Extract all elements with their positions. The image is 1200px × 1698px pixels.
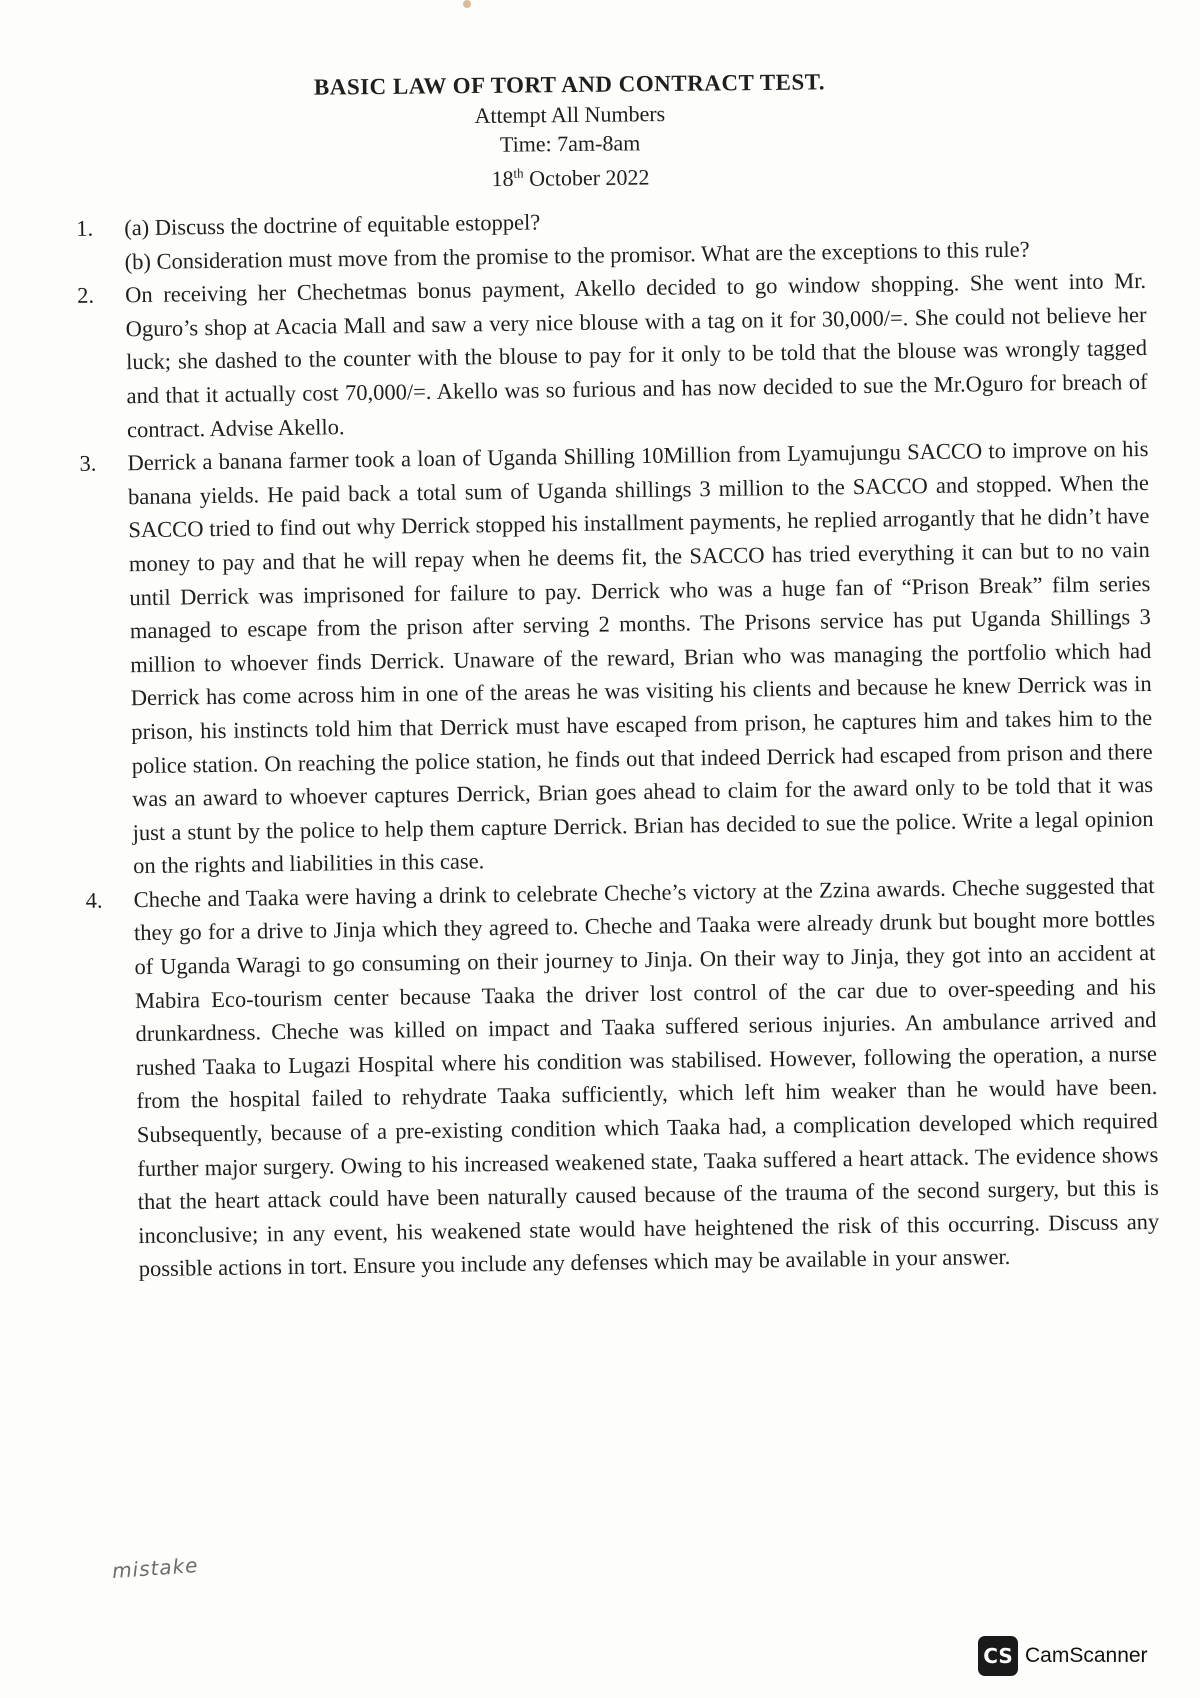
question-number: 4.	[85, 887, 103, 913]
paper-mark	[463, 0, 471, 8]
date-rest: October 2022	[528, 164, 650, 191]
camscanner-watermark	[978, 1636, 1148, 1676]
camscanner-logo-icon: CS	[978, 1636, 1018, 1676]
question-3	[73, 432, 1154, 884]
question-4	[79, 869, 1160, 1287]
date-suffix: th	[513, 165, 524, 181]
camscanner-name: CamScanner	[1025, 1644, 1148, 1667]
test-instruction: Attempt All Numbers	[474, 101, 666, 128]
question-number: 3.	[79, 450, 97, 477]
test-title: BASIC LAW OF TORT AND CONTRACT TEST.	[313, 69, 826, 100]
question-number: 1.	[76, 215, 94, 241]
question-number: 2.	[76, 282, 95, 309]
question-text: Derrick a banana farmer took a loan of Uganda Shilling 10Million from Lyamujungu SACCO to improve on his banana yields. He paid back a total sum of Uganda shillings 3 million to the SACCO and stopped. When the SACCO tried to find out why Derrick stopped his installment payments, he replied arrogantly that he didn’t have money to pay and that he will repay when he deems fit, the SACCO has tried everything it can but to no vain until Derrick was imprisoned for failure to pay. Derrick who was a huge fan of “Prison Break” film series managed to escape from the prison after serving 2 months. The Prisons service has put Uganda Shillings 3 million to whoever finds Derrick. Unaware of the reward, Brian who was managing the portfolio which had Derrick has come across him in one of the areas he was visiting his clients and because he knew Derrick was in prison, his instincts told him that Derrick must have escaped from prison, he captures him and takes him to the police station. On reaching the police station, he finds out that indeed Derrick had escaped from prison and there was an award to whoever captures Derrick, Brian goes ahead to claim for the award only to be told that it was just a stunt by the police to help them capture Derrick. Brian has decided to sue the police. Write a legal opinion on the rights and liabilities in this case.	[127, 436, 1154, 879]
question-2	[71, 264, 1148, 447]
test-header	[0, 64, 1141, 198]
question-1-part-a: (a) Discuss the doctrine of equitable estoppel?	[124, 209, 541, 241]
question-text: On receiving her Chechetmas bonus payment, Akello decided to go window shopping. She went into Mr. Oguro’s shop at Acacia Mall and saw a very nice blouse with a tag on it for 30,000/=. She could not believe her luck; she dashed to the counter with the blouse to pay for it only to be told that the blouse was wrongly tagged and that it actually cost 70,000/=. Akello was so furious and has now decided to sue the Mr.Oguro for breach of contract. Advise Akello.	[124, 268, 1148, 442]
question-1-part-b: (b) Consideration must move from the promise to the promisor. What are the exceptions to this rule?	[124, 236, 1030, 274]
date-day: 18	[491, 165, 514, 192]
question-text: Cheche and Taaka were having a drink to celebrate Cheche’s victory at the Zzina awards. Cheche suggested that they go for a drive to Jinja which they agreed to. Cheche and Taaka were already drunk but bought more bottles of Uganda Waragi to go consuming on their journey to Jinja. On their way to Jinja, they got into an accident at Mabira Eco-tourism center because Taaka the driver lost control of the car due to over-speeding and his drunkardness. Cheche was killed on impact and Taaka suffered serious injuries. An ambulance arrived and rushed Taaka to Lugazi Hospital where his condition was stabilised. However, following the operation, a nurse from the hospital failed to rehydrate Taaka sufficiently, which left him weaker than he would have been. Subsequently, because of a pre-existing condition which Taaka had, a complication developed which required further major surgery. Owing to his increased weakened state, Taaka suffered a heart attack. The evidence shows that the heart attack could have been naturally caused because of the trauma of the second surgery, but this is inconclusive; in any event, his weakened state would have heightened the risk of this occurring. Discuss any possible actions in tort. Ensure you include any defenses which may be available in your answer.	[133, 872, 1160, 1282]
question-list	[70, 197, 1160, 1287]
test-time: Time: 7am-8am	[499, 130, 641, 157]
handwritten-note: mistake	[111, 1553, 200, 1583]
